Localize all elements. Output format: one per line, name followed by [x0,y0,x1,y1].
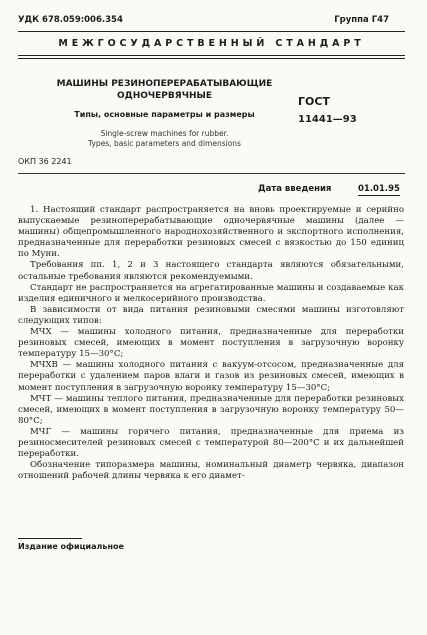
intro-date-label: Дата введения [258,184,332,194]
title-line-2: ОДНОЧЕРВЯЧНЫЕ [117,91,212,101]
udk-code: УДК 678.059:006.354 [18,15,123,25]
heading-rule-upper [18,55,405,56]
okp-code: ОКП 36 2241 [18,157,72,166]
group-code: Группа Г47 [334,15,389,25]
paragraph-6: МЧХВ — машины холодного питания с вакуум-отсосом, предназначенные для переработки с удалением паров влаги и газов из резиновых смесей, имеющих в момент поступления в загрузочную воронку температуру 15—30°С; [18,360,404,393]
title-english-2: Types, basic parameters and dimensions [88,139,241,148]
gost-number: 11441—93 [298,114,357,125]
heading-rule-lower [18,58,405,59]
paragraph-5: МЧХ — машины холодного питания, предназначенные для переработки резиновых смесей, имеющих в момент поступления в загрузочную воронку температуру 15—30°С; [18,327,404,360]
standard-type-heading: МЕЖГОСУДАРСТВЕННЫЙ СТАНДАРТ [58,38,365,49]
footer-rule [18,538,82,539]
title-line-1: МАШИНЫ РЕЗИНОПЕРЕРАБАТЫВАЮЩИЕ [56,79,273,89]
title-english-1: Single-screw machines for rubber. [100,129,229,138]
gost-designation [298,95,378,125]
intro-date-value: 01.01.95 [358,184,400,194]
title-block [42,78,287,149]
okp-rule [18,173,405,174]
paragraph-1: 1. Настоящий стандарт распространяется на вновь проектируемые и серийно выпускаемые резиноперерабатывающие одночервячные машины (далее — машины) общепромышленного народнохозяйственного и экспортного исполнения, предназначенные для переработки резиновых смесей с вязкостью до 150 единиц по Муни. [18,205,404,260]
paragraph-8: МЧГ — машины горячего питания, предназначенные для приема из резиносмесителей резиновых смесей с температурой 80—200°С и их дальнейшей переработки. [18,426,404,460]
gost-label: ГОСТ [298,95,330,108]
official-edition-label: Издание официальное [18,542,124,551]
title-subtitle: Типы, основные параметры и размеры [74,110,255,119]
body-text [18,205,404,482]
paragraph-9: Обозначение типоразмера машины, номинальный диаметр червяка, диапазон отношений рабочей длины червяка к его диамет- [18,460,404,482]
paragraph-3: Стандарт не распространяется на агрегатированные машины и создаваемые как изделия единичного и мелкосерийного производства. [18,282,404,304]
top-rule [18,31,405,32]
paragraph-2: Требования пп. 1, 2 и 3 настоящего стандарта являются обязательными, остальные требования являются рекомендуемыми. [18,260,404,282]
paragraph-4: В зависимости от вида питания резиновыми смесями машины изготовляют следующих типов: [18,304,404,326]
paragraph-7: МЧТ — машины теплого питания, предназначенные для переработки резиновых смесей, имеющих в момент поступления в загрузочную воронку температуру 50—80°С; [18,393,404,426]
